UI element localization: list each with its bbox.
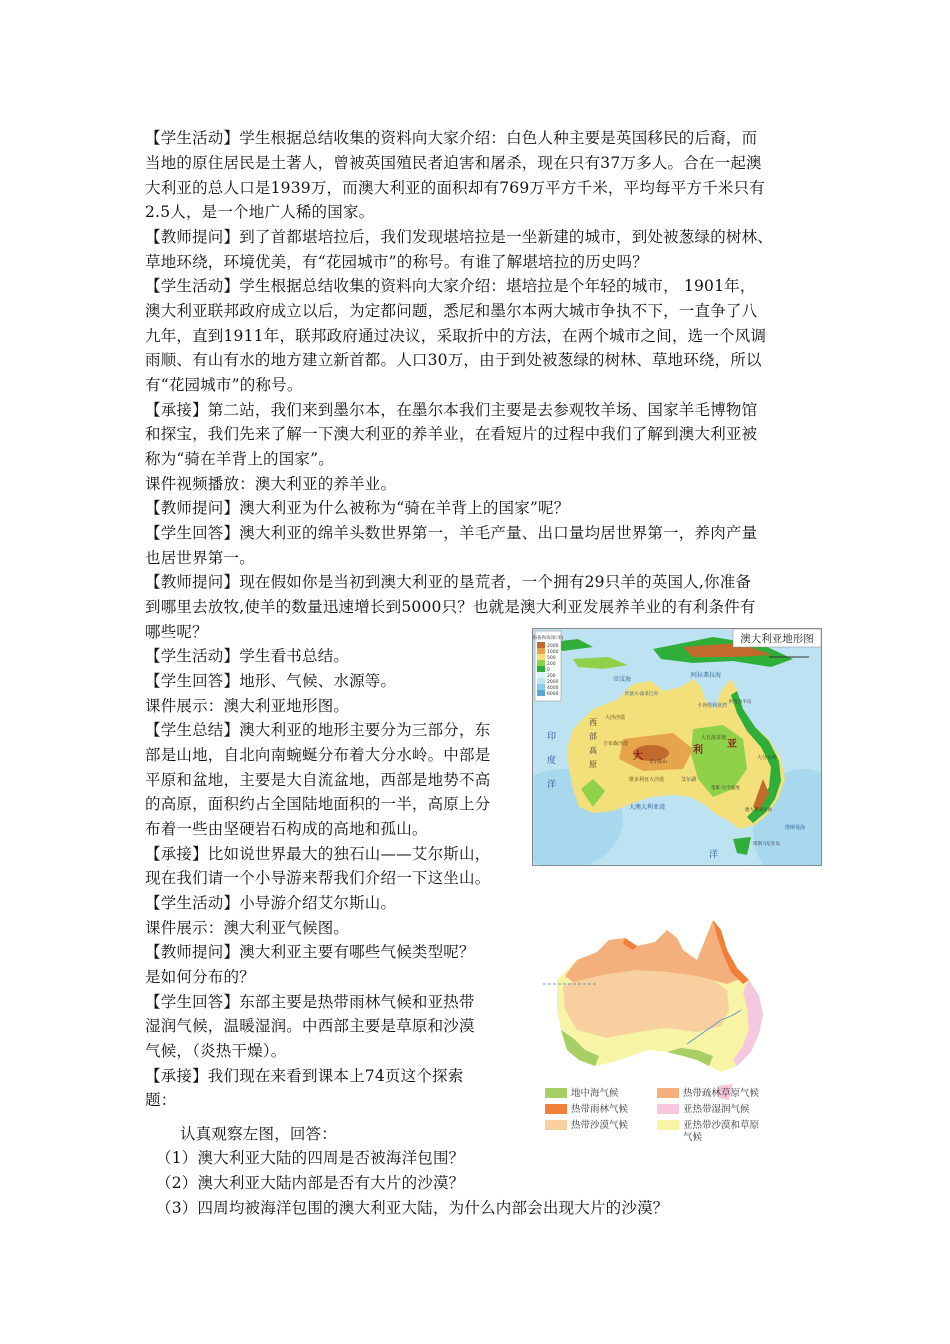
legend-value: 0 [547, 668, 550, 673]
legend-label: 气候 [683, 1132, 703, 1143]
legend-label: 热带疏林草原气候 [683, 1088, 760, 1099]
map-label: 卡奔塔利亚湾 [697, 703, 728, 709]
text-line: 和探宝，我们先来了解一下澳大利亚的养羊业，在看短片的过程中我们了解到澳大利亚被 [145, 425, 758, 443]
text-line: 2.5人，是一个地广人稀的国家。 [145, 203, 375, 221]
map-label: 帝汶海 [613, 676, 632, 683]
map-label: 吉布森沙漠 [603, 741, 629, 747]
map-label: 艾尔斯山 [649, 760, 667, 765]
map-label: 洋 [709, 850, 719, 860]
text-line: 【承接】第二站，我们来到墨尔本，在墨尔本我们主要是去参观牧羊场、国家羊毛博物馆 [145, 401, 758, 419]
legend-value: 4000 [547, 686, 559, 691]
legend-swatch [657, 1120, 679, 1130]
map-label: 大自流盆地 [701, 735, 727, 741]
text-line: 【承接】我们现在来看到课本上74页这个探索 [145, 1067, 464, 1085]
map-label: 维多利亚大沙漠 [629, 777, 665, 783]
map-label: 大沙沙漠 [605, 715, 626, 721]
terrain-map-title: 澳大利亚地形图 [740, 633, 814, 645]
map-label: 阿拉弗拉海 [691, 672, 722, 679]
legend-swatch [545, 1104, 567, 1114]
map-label: 度 [547, 756, 557, 766]
map-label: 亚 [727, 739, 737, 750]
legend-value: 2000 [547, 644, 559, 649]
legend-label: 亚热带湿润气候 [683, 1104, 750, 1115]
legend-label: 亚热带沙漠和草原 [683, 1120, 760, 1131]
terrain-legend-title: 海拔和海深(米) [533, 636, 564, 641]
legend-value: 200 [547, 674, 556, 679]
text-line: 是如何分布的？ [145, 968, 255, 986]
text-line: 大利亚的总人口是1939万，而澳大利亚的面积却有769万平方千米，平均每平方千米只有 [145, 179, 765, 197]
text-line: 澳大利亚联邦政府成立以后，为定都问题，悉尼和墨尔本两大城市争执不下，一直争了八 [145, 302, 758, 320]
text-line: 称为“骑在羊背上的国家”。 [145, 450, 334, 468]
text-line: 九年，直到1911年，联邦政府通过决议，采取折中的方法，在两个城市之间，选一个风调 [145, 327, 767, 345]
text-line: 气候，（炎热干燥）。 [145, 1042, 287, 1060]
map-label: 约克角半岛 [729, 700, 752, 705]
climate-map [537, 910, 787, 1150]
text-line: 认真观察左图，回答： [180, 1125, 338, 1143]
text-line: 【教师提问】澳大利亚主要有哪些气候类型呢？ [145, 943, 475, 961]
text-line: 草地环绕，环境优美，有“花园城市”的称号。有谁了解堪培拉的历史吗？ [145, 253, 648, 271]
text-line: 现在我们请一个小导游来帮我们介绍一下这坐山。 [145, 869, 491, 887]
text-line: 雨顺、有山有水的地方建立新首都。人口30万，由于到处被葱绿的树林、草地环绕，所以 [145, 351, 762, 369]
text-line: 【学生回答】澳大利亚的绵羊头数世界第一，羊毛产量、出口量均居世界第一，养肉产量 [145, 524, 758, 542]
map-label: 澳大利亚山脉 [745, 808, 772, 813]
text-line: 【学生回答】地形、气候、水源等。 [145, 672, 397, 690]
legend-swatch [545, 1120, 567, 1130]
text-line: 当地的原住居民是土著人，曾被英国殖民者迫害和屠杀，现在只有37万多人。合在一起澳 [145, 154, 762, 172]
map-label: 原 [589, 760, 597, 769]
legend-swatch [657, 1104, 679, 1114]
text-line: 湿润气候，温暖湿润。中西部主要是草原和沙漠 [145, 1017, 475, 1035]
text-line: 到哪里去放牧,使羊的数量迅速增长到5000只？也就是澳大利亚发展养羊业的有利条件有 [145, 598, 756, 616]
legend-label: 热带沙漠气候 [571, 1120, 629, 1131]
text-line: 【教师提问】现在假如你是当初到澳大利亚的垦荒者，一个拥有29只羊的英国人,你准备 [145, 573, 752, 591]
text-line: 的高原，面积约占全国陆地面积的一半，高原上分 [145, 795, 491, 813]
legend-value: 200 [547, 662, 556, 667]
text-line: 【教师提问】到了首都堪培拉后，我们发现堪培拉是一坐新建的城市，到处被葱绿的树林、 [145, 228, 774, 246]
map-label: 塔斯曼海 [785, 825, 806, 831]
map-label: 约瑟夫·波拿巴湾 [625, 692, 658, 697]
climate-legend [537, 1080, 787, 1152]
text-line: 课件展示：澳大利亚地形图。 [145, 697, 350, 715]
legend-value: 2000 [547, 680, 559, 685]
legend-swatch [545, 1088, 567, 1098]
map-label: 塔斯马尼亚岛 [753, 842, 780, 847]
text-line: 哪些呢？ [145, 623, 208, 641]
text-line: 部是山地，自北向南蜿蜒分布着大分水岭。中部是 [145, 746, 491, 764]
map-label: 利 [693, 745, 703, 756]
text-line: 【教师提问】澳大利亚为什么被称为“骑在羊背上的国家”呢？ [145, 499, 570, 517]
text-line: 【学生总结】澳大利亚的地形主要分为三部分，东 [145, 721, 491, 739]
text-line: 课件展示：澳大利亚气候图。 [145, 919, 350, 937]
map-label: 部 [589, 732, 597, 741]
legend-swatch [657, 1088, 679, 1098]
map-label: 大澳大利亚湾 [629, 804, 666, 811]
text-line: 题： [145, 1091, 177, 1109]
text-line: 课件视频播放：澳大利亚的养羊业。 [145, 475, 397, 493]
text-line: 也居世界第一。 [145, 549, 255, 567]
text-line: 【学生活动】学生根据总结收集的资料向大家介绍：堪培拉是个年轻的城市， 1901年， [145, 277, 756, 295]
map-label: 高 [589, 746, 597, 755]
map-label: 印 [547, 732, 557, 742]
text-line: 【学生回答】东部主要是热带雨林气候和亚热带 [145, 993, 475, 1011]
legend-label: 地中海气候 [571, 1088, 619, 1099]
text-line: 有“花园城市”的称号。 [145, 376, 303, 394]
text-line: 【学生活动】学生看书总结。 [145, 647, 350, 665]
text-line: 【承接】比如说世界最大的独石山——艾尔斯山， [145, 845, 491, 863]
text-line: 【学生活动】学生根据总结收集的资料向大家介绍：白色人种主要是英国移民的后裔，而 [145, 129, 758, 147]
map-label: 艾尔湖 [681, 777, 697, 783]
map-label: 大 [633, 751, 643, 762]
terrain-map-graphic [533, 629, 821, 865]
text-line: 布着一些由坚硬岩石构成的高地和孤山。 [145, 820, 428, 838]
text-line: （1）澳大利亚大陆的四周是否被海洋包围？ [156, 1149, 465, 1167]
text-line: 平原和盆地，主要是大自流盆地，西部是地势不高 [145, 771, 491, 789]
text-line: （3）四周均被海洋包围的澳大利亚大陆，为什么内部会出现大片的沙漠？ [156, 1199, 669, 1217]
map-label: 大分水岭 [757, 755, 778, 761]
map-label: 墨累-达令盆地 [711, 786, 740, 791]
legend-value: 1000 [547, 650, 559, 655]
map-label: 西 [589, 718, 597, 727]
map-label: 洋 [547, 780, 557, 790]
legend-value: 6000 [547, 692, 559, 697]
text-line: 【学生活动】小导游介绍艾尔斯山。 [145, 894, 397, 912]
terrain-map [532, 628, 822, 866]
legend-value: 500 [547, 656, 556, 661]
legend-label: 热带雨林气候 [571, 1104, 629, 1115]
text-line: （2）澳大利亚大陆内部是否有大片的沙漠？ [156, 1174, 465, 1192]
